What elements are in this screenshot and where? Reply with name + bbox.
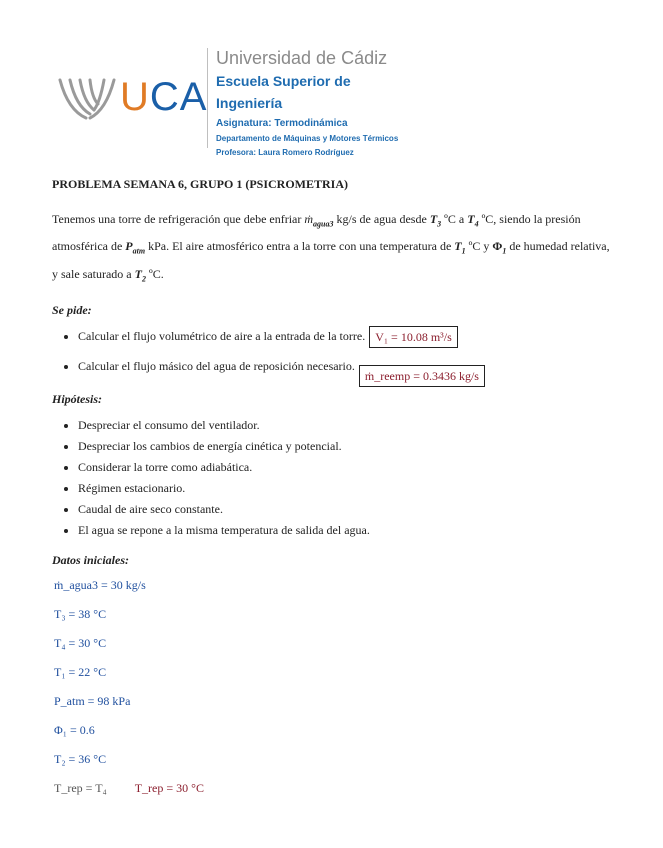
rep-equation: T_rep = T₄ <box>54 780 107 795</box>
answer-box: ṁ_reemp = 0.3436 kg/s <box>359 365 485 387</box>
data-row <box>54 779 612 798</box>
data-row: T₂ = 36 °C <box>54 751 107 766</box>
list-item: • Calcular el flujo másico del agua de reposición necesario.ṁ_reemp = 0.3436 kg/s <box>78 356 612 378</box>
uca-emblem-icon <box>56 72 118 122</box>
list-item: • Régimen estacionario. <box>78 478 612 498</box>
problem-statement: Tenemos una torre de refrigeración que debe enfriar ṁ$_{agua3}$ kg/s de agua desde $T_3$ ºC a $T_4$ ºC, siendo la presión atmosférica de $P_{atm}$ kPa. El aire atmosférico entra a la torre con una temperatura de $T_1$ ºC y $\Phi_1$ de humedad relativa, y sale saturado a $T_2$ ºC. <box>52 212 610 284</box>
department-name: Departamento de Máquinas y Motores Térmicos <box>216 134 399 143</box>
data-heading: Datos iniciales: <box>52 552 129 567</box>
asks-list <box>52 326 612 383</box>
data-row: T₄ = 30 °C <box>54 635 107 650</box>
data-row: Φ₁ = 0.6 <box>54 722 95 737</box>
asks-heading: Se pide: <box>52 303 92 318</box>
data-row: ṁ_agua3 = 30 kg/s <box>54 577 146 592</box>
problem-content <box>52 174 612 808</box>
list-item: • Considerar la torre como adiabática. <box>78 457 612 477</box>
hypotheses-list <box>52 415 612 540</box>
list-item: • Despreciar el consumo del ventilador. <box>78 415 612 435</box>
subject-name: Asignatura: Termodinámica <box>216 118 348 129</box>
list-item: • Despreciar los cambios de energía cinética y potencial. <box>78 436 612 456</box>
university-name: Universidad de Cádiz <box>216 48 388 68</box>
list-item: • Caudal de aire seco constante. <box>78 499 612 519</box>
list-item: • Calcular el flujo volumétrico de aire a la entrada de la torre. V₁ = 10.08 m³/s <box>78 326 612 348</box>
data-row: T₃ = 38 °C <box>54 606 107 621</box>
university-logo <box>56 46 416 156</box>
professor-name: Profesora: Laura Romero Rodríguez <box>216 148 354 157</box>
logo-divider <box>207 48 208 148</box>
problem-title: PROBLEMA SEMANA 6, GRUPO 1 (PSICROMETRIA) <box>52 177 349 191</box>
data-row: T₁ = 22 °C <box>54 664 107 679</box>
uca-wordmark: UCA <box>120 75 208 119</box>
data-row: P_atm = 98 kPa <box>54 693 131 708</box>
logo-text-block <box>216 46 416 159</box>
rep-value: T_rep = 30 °C <box>134 780 204 795</box>
answer-box: V₁ = 10.08 m³/s <box>369 326 458 348</box>
initial-data <box>52 576 612 798</box>
list-item: • El agua se repone a la misma temperatura de salida del agua. <box>78 520 612 540</box>
school-name: Escuela Superior de Ingeniería <box>216 73 351 111</box>
hypotheses-heading: Hipótesis: <box>52 391 102 406</box>
